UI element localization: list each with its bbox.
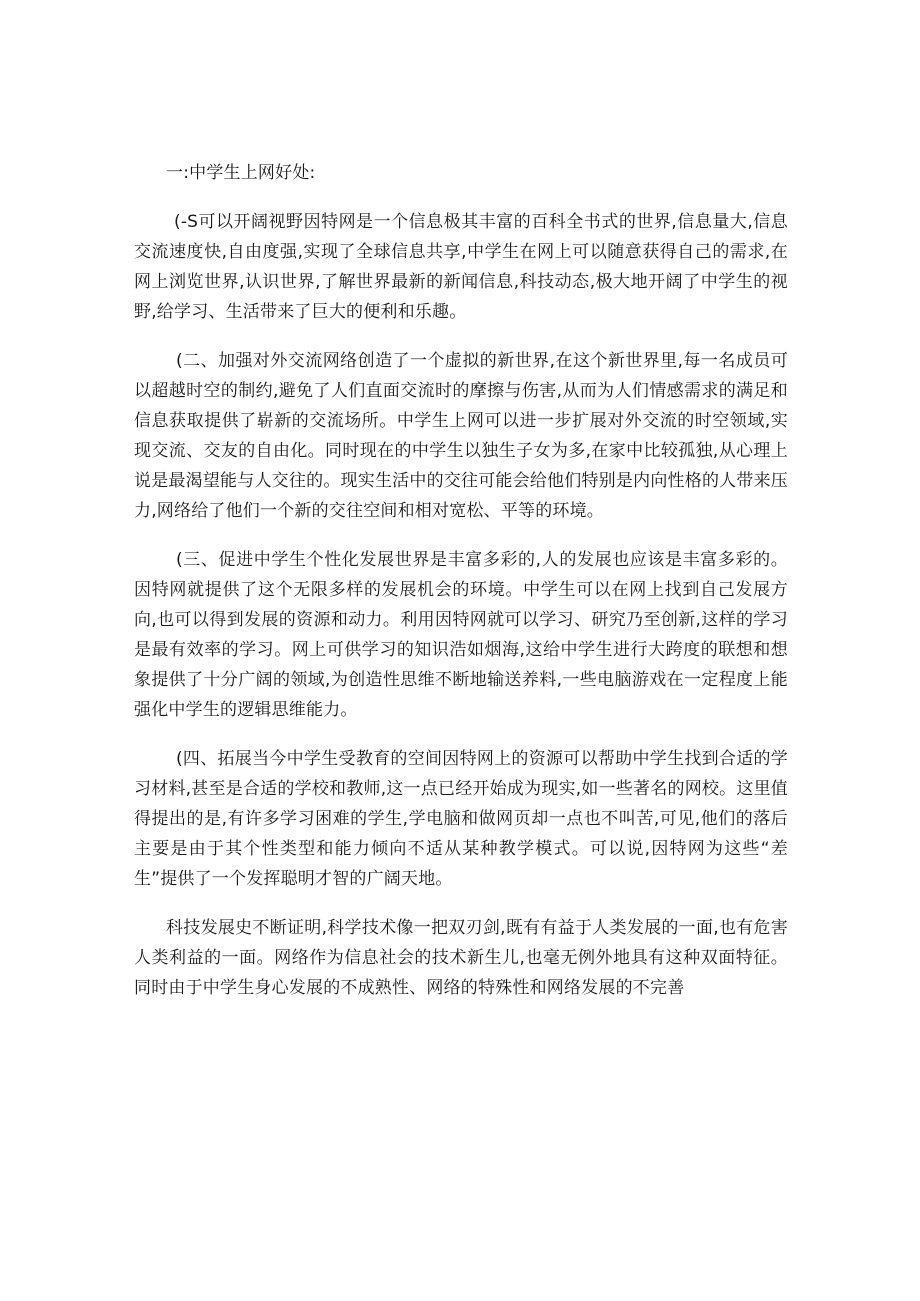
paragraph-external-communication: (二、加强对外交流网络创造了一个虚拟的新世界,在这个新世界里,每一名成员可以超越时空的制约,避免了人们直面交流时的摩擦与伤害,从而为人们情感需求的满足和信息获取提供了崭新的交流场所。中学生上网可以进一步扩展对外交流的时空领域,实现交流、交友的自由化。同时现在的中学生以独生子女为多,在家中比较孤独,从心理上说是最渴望能与人交往的。现实生活中的交往可能会给他们特别是内向性格的人带来压力,网络给了他们一个新的交往空间和相对宽松、平等的环境。 xyxy=(134,351,788,521)
paragraph-personal-development: (三、促进中学生个性化发展世界是丰富多彩的,人的发展也应该是丰富多彩的。因特网就提供了这个无限多样的发展机会的环境。中学生可以在网上找到自己发展方向,也可以得到发展的资源和动力。利用因特网就可以学习、研究乃至创新,这样的学习是最有效率的学习。网上可供学习的知识浩如烟海,这给中学生进行大跨度的联想和想象提供了十分广阔的领域,为创造性思维不断地输送养料,一些电脑游戏在一定程度上能强化中学生的逻辑思维能力。 xyxy=(134,550,788,720)
section-heading: 一:中学生上网好处: xyxy=(166,163,316,183)
paragraph-double-edged-sword: 科技发展史不断证明,科学技术像一把双刃剑,既有有益于人类发展的一面,也有危害人类利益的一面。网络作为信息社会的技术新生儿,也毫无例外地具有这种双面特征。同时由于中学生身心发展的不成熟性、网络的特殊性和网络发展的不完善 xyxy=(134,918,788,998)
paragraph-education-space: (四、拓展当今中学生受教育的空间因特网上的资源可以帮助中学生找到合适的学习材料,甚至是合适的学校和教师,这一点已经开始成为现实,如一些著名的网校。这里值得提出的是,有许多学习困难的学生,学电脑和做网页却一点也不叫苦,可见,他们的落后主要是由于其个性类型和能力倾向不适从某种教学模式。可以说,因特网为这些“差生”提供了一个发挥聪明才智的广阔天地。 xyxy=(134,749,788,889)
paragraph-broaden-horizons: (-S可以开阔视野因特网是一个信息极其丰富的百科全书式的世界,信息量大,信息交流速度快,自由度强,实现了全球信息共享,中学生在网上可以随意获得自己的需求,在网上浏览世界,认识世界,了解世界最新的新闻信息,科技动态,极大地开阔了中学生的视野,给学习、生活带来了巨大的便利和乐趣。 xyxy=(134,212,788,322)
document-body xyxy=(134,158,788,1003)
